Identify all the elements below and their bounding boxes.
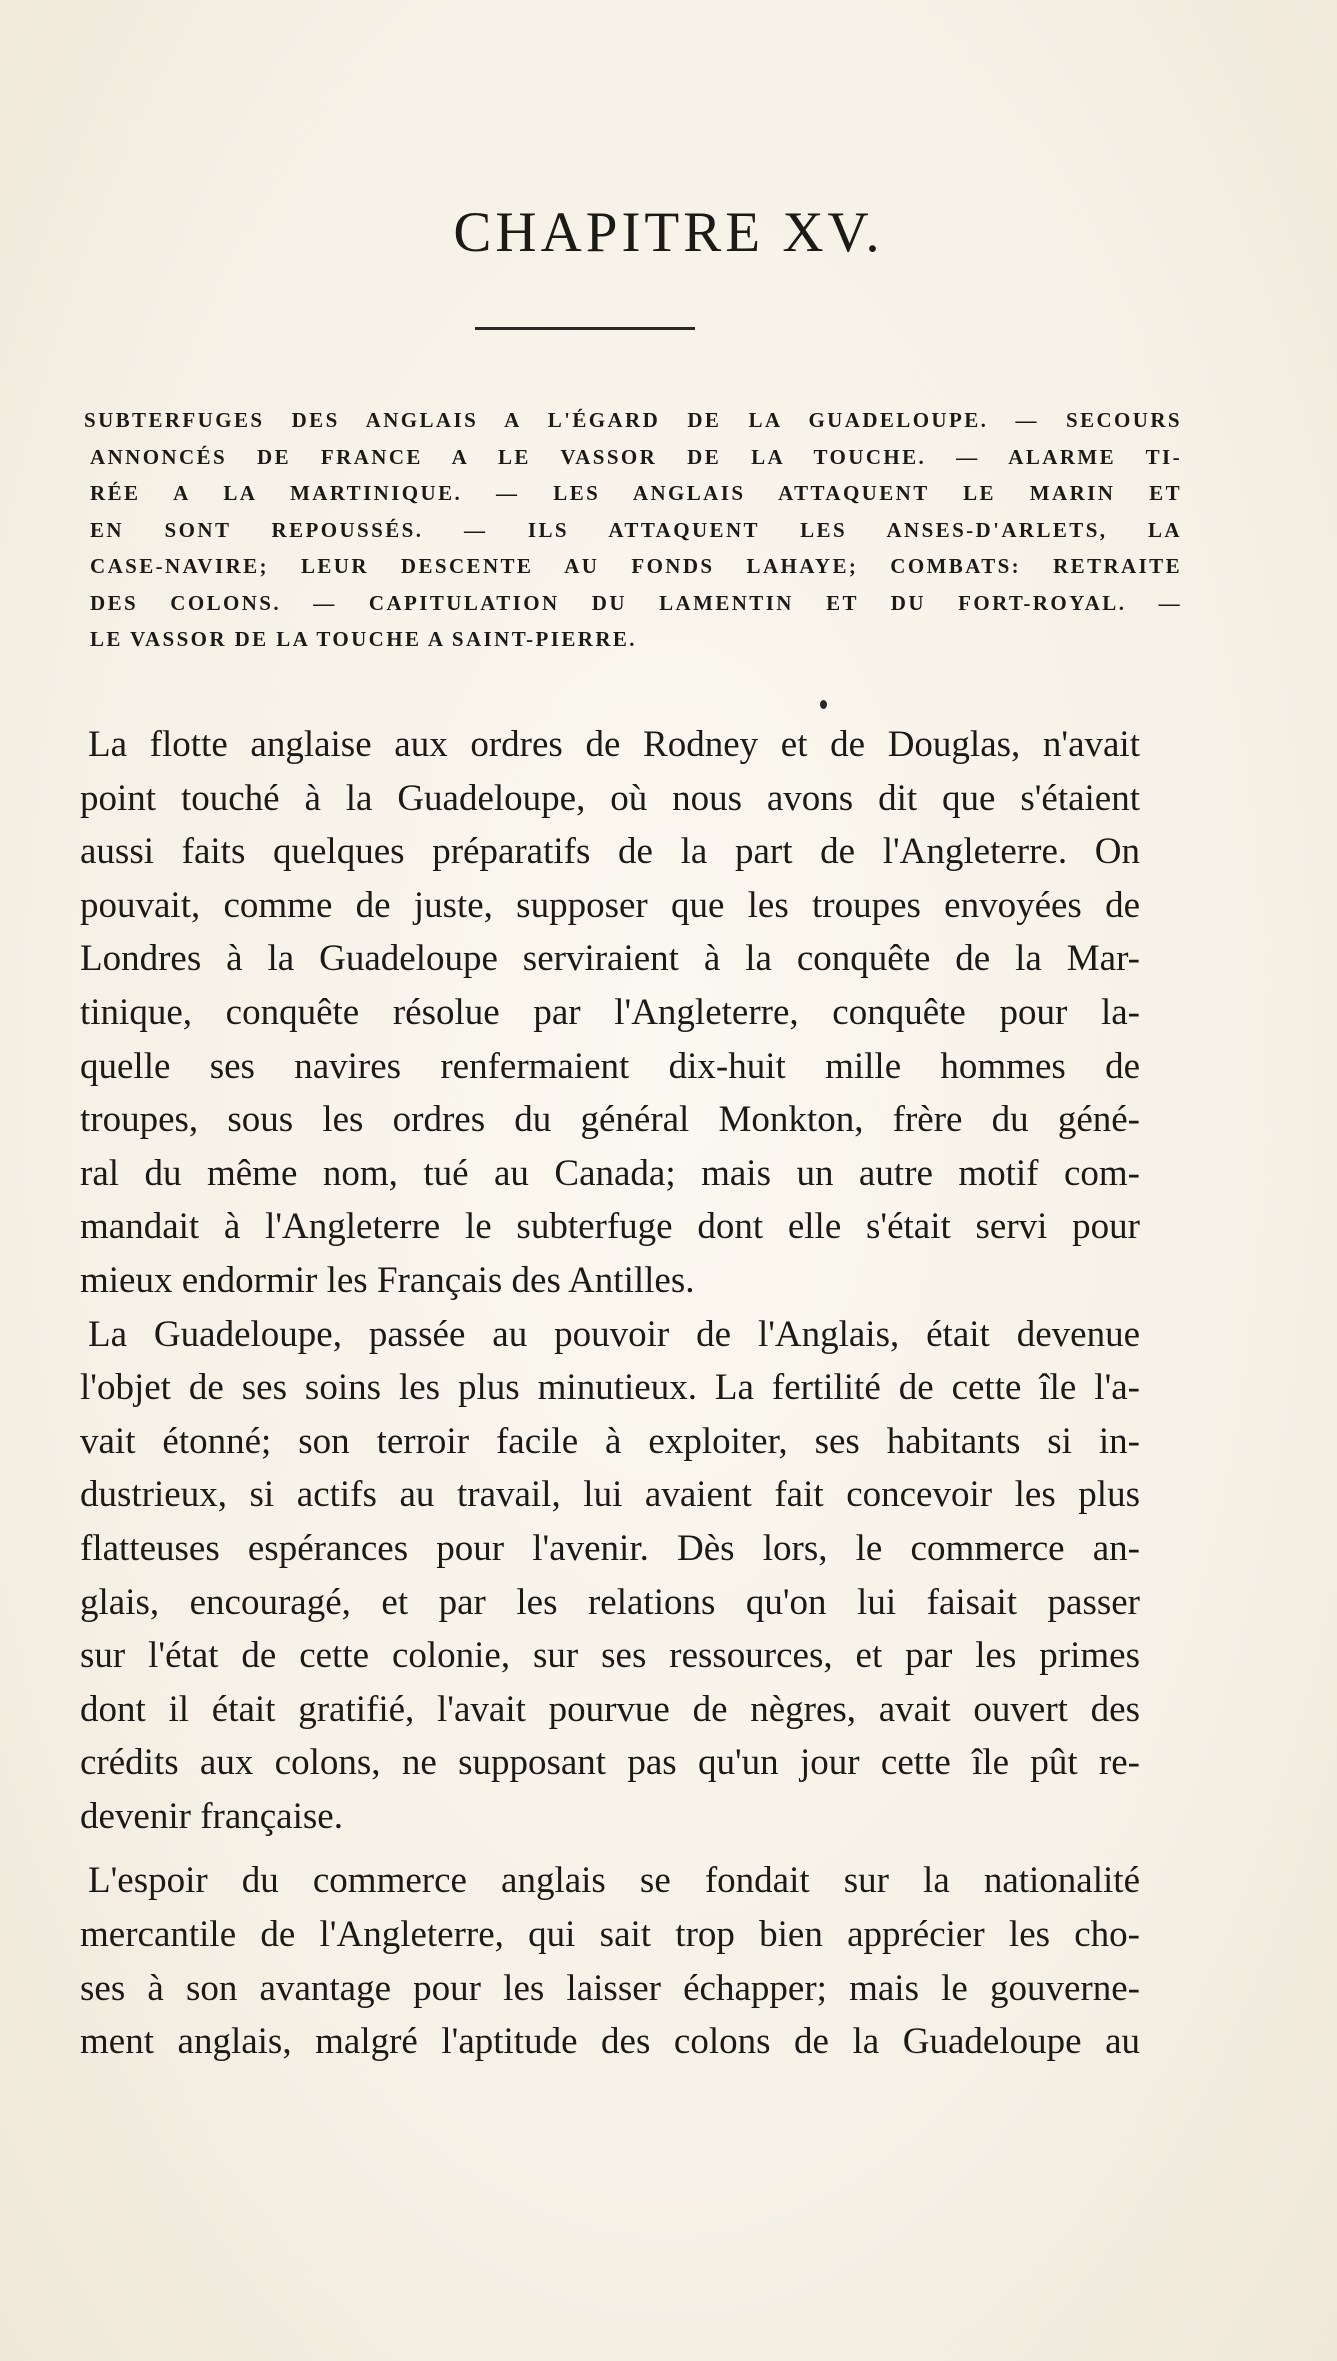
text-line: La flotte anglaise aux ordres de Rodney et de Douglas, n'avait — [88, 724, 1140, 765]
text-line: aussi faits quelques préparatifs de la part de l'Angleterre. On — [80, 831, 1140, 873]
summary-line: ANNONCÉS DE FRANCE A LE VASSOR DE LA TOUCHE. — ALARME TI- — [90, 444, 1182, 469]
text-line: sur l'état de cette colonie, sur ses ressources, et par les primes — [80, 1635, 1140, 1677]
text-line: Londres à la Guadeloupe serviraient à la conquête de la Mar- — [80, 938, 1140, 980]
summary-line: EN SONT REPOUSSÉS. — ILS ATTAQUENT LES ANSES-D'ARLETS, LA — [90, 517, 1182, 542]
ink-dot — [820, 700, 827, 709]
text-line: ral du même nom, tué au Canada; mais un autre motif com- — [80, 1152, 1140, 1194]
text-line: tinique, conquête résolue par l'Angleterre, conquête pour la- — [80, 991, 1140, 1033]
text-line: troupes, sous les ordres du général Monkton, frère du géné- — [80, 1099, 1140, 1141]
body-text — [80, 718, 1140, 2069]
text-line: quelle ses navires renfermaient dix-huit mille hommes de — [80, 1045, 1140, 1087]
text-line: L'espoir du commerce anglais se fondait sur la nationalité — [88, 1860, 1140, 1902]
text-line: flatteuses espérances pour l'avenir. Dès lors, le commerce an- — [80, 1527, 1140, 1569]
summary-line: DES COLONS. — CAPITULATION DU LAMENTIN ET DU FORT-ROYAL. — — [90, 590, 1182, 615]
summary-line: CASE-NAVIRE; LEUR DESCENTE AU FONDS LAHAYE; COMBATS: RETRAITE — [90, 554, 1182, 578]
summary-line: SUBTERFUGES DES ANGLAIS A L'ÉGARD DE LA GUADELOUPE. — SECOURS — [84, 408, 1182, 432]
text-line: l'objet de ses soins les plus minutieux. La fertilité de cette île l'a- — [80, 1367, 1140, 1409]
chapter-summary — [82, 402, 1182, 658]
chapter-title: CHAPITRE XV. — [453, 201, 884, 264]
text-line: dont il était gratifié, l'avait pourvue de nègres, avait ouvert des — [80, 1688, 1140, 1730]
text-line: vait étonné; son terroir facile à exploiter, ses habitants si in- — [80, 1420, 1140, 1462]
summary-line: LE VASSOR DE LA TOUCHE A SAINT-PIERRE. — [90, 627, 637, 651]
text-line: point touché à la Guadeloupe, où nous avons dit que s'étaient — [80, 777, 1140, 819]
text-line: mandait à l'Angleterre le subterfuge dont elle s'était servi pour — [80, 1206, 1140, 1248]
text-line: crédits aux colons, ne supposant pas qu'un jour cette île pût re- — [80, 1742, 1140, 1784]
text-line: mieux endormir les Français des Antilles. — [80, 1259, 695, 1301]
text-line: mercantile de l'Angleterre, qui sait trop bien apprécier les cho- — [80, 1914, 1140, 1956]
text-line: ses à son avantage pour les laisser échapper; mais le gouverne- — [80, 1967, 1140, 2009]
text-line: ment anglais, malgré l'aptitude des colons de la Guadeloupe au — [80, 2021, 1140, 2063]
text-line: dustrieux, si actifs au travail, lui avaient fait concevoir les plus — [80, 1474, 1140, 1516]
summary-line: RÉE A LA MARTINIQUE. — LES ANGLAIS ATTAQUENT LE MARIN ET — [90, 481, 1182, 505]
text-line: pouvait, comme de juste, supposer que les troupes envoyées de — [80, 884, 1140, 926]
text-line: glais, encouragé, et par les relations qu'on lui faisait passer — [80, 1581, 1140, 1623]
text-line: La Guadeloupe, passée au pouvoir de l'Anglais, était devenue — [88, 1313, 1140, 1355]
text-line: devenir française. — [80, 1795, 343, 1837]
title-rule — [475, 327, 695, 330]
